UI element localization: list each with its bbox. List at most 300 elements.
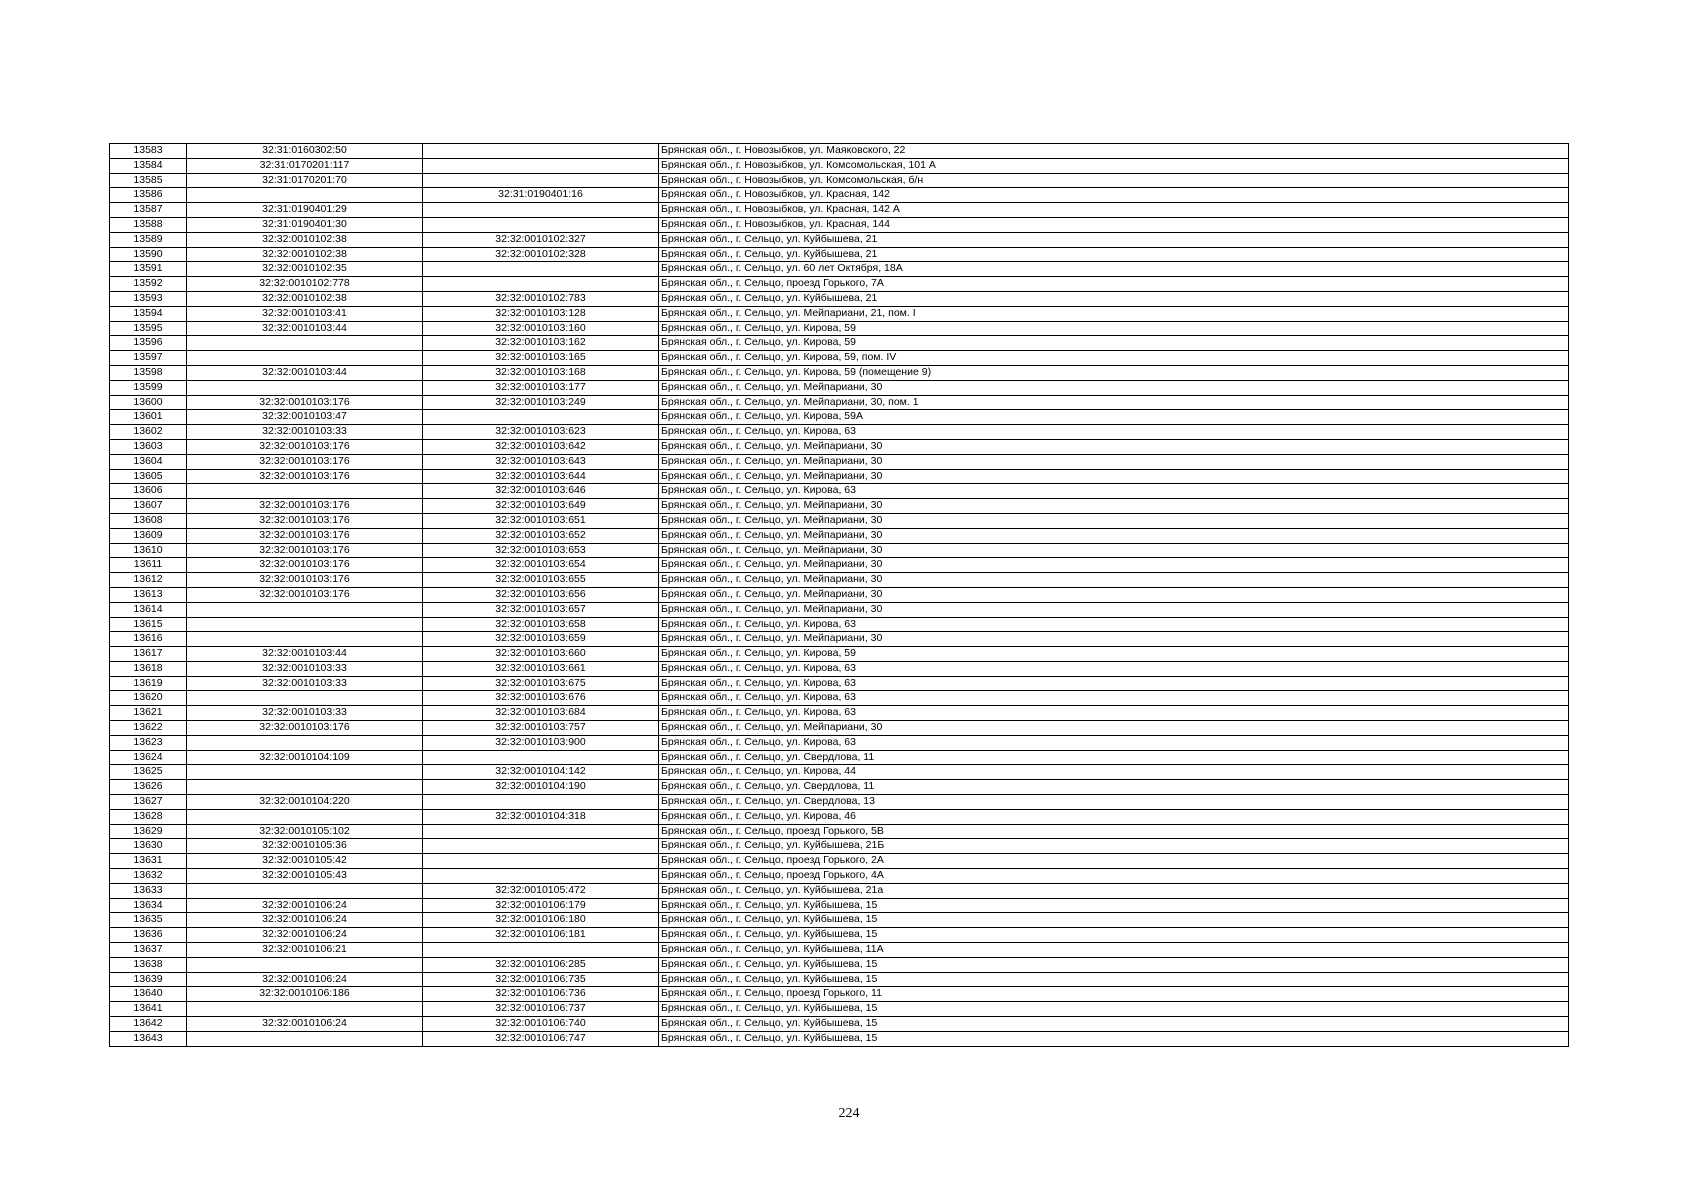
row-number-cell: 13617 [110, 647, 187, 662]
address-cell: Брянская обл., г. Сельцо, ул. Мейпариани, 30 [659, 499, 1569, 514]
row-number-cell: 13588 [110, 217, 187, 232]
row-number-cell: 13591 [110, 262, 187, 277]
object-cadastral-number-cell: 32:32:0010103:160 [423, 321, 659, 336]
object-cadastral-number-cell: 32:32:0010105:472 [423, 883, 659, 898]
land-cadastral-number-cell: 32:32:0010106:24 [187, 913, 423, 928]
land-cadastral-number-cell: 32:32:0010103:176 [187, 439, 423, 454]
table-row [110, 765, 1569, 780]
table-row [110, 824, 1569, 839]
address-cell: Брянская обл., г. Сельцо, ул. 60 лет Октября, 18А [659, 262, 1569, 277]
address-cell: Брянская обл., г. Сельцо, ул. Кирова, 59, пом. IV [659, 351, 1569, 366]
row-number-cell: 13635 [110, 913, 187, 928]
land-cadastral-number-cell: 32:32:0010105:102 [187, 824, 423, 839]
object-cadastral-number-cell: 32:32:0010103:644 [423, 469, 659, 484]
table-row [110, 144, 1569, 159]
address-cell: Брянская обл., г. Сельцо, ул. Куйбышева, 21Б [659, 839, 1569, 854]
land-cadastral-number-cell [187, 957, 423, 972]
object-cadastral-number-cell: 32:32:0010103:657 [423, 602, 659, 617]
object-cadastral-number-cell: 32:32:0010103:654 [423, 558, 659, 573]
land-cadastral-number-cell: 32:32:0010103:176 [187, 395, 423, 410]
page-number: 224 [838, 1106, 860, 1121]
row-number-cell: 13592 [110, 277, 187, 292]
object-cadastral-number-cell [423, 854, 659, 869]
address-cell: Брянская обл., г. Сельцо, ул. Мейпариани, 30 [659, 587, 1569, 602]
row-number-cell: 13608 [110, 513, 187, 528]
address-cell: Брянская обл., г. Сельцо, ул. Мейпариани, 21, пом. I [659, 306, 1569, 321]
object-cadastral-number-cell: 32:32:0010104:190 [423, 780, 659, 795]
address-cell: Брянская обл., г. Сельцо, ул. Мейпариани, 30 [659, 469, 1569, 484]
object-cadastral-number-cell [423, 750, 659, 765]
address-cell: Брянская обл., г. Сельцо, ул. Кирова, 59 [659, 336, 1569, 351]
address-cell: Брянская обл., г. Сельцо, ул. Мейпариани, 30 [659, 573, 1569, 588]
land-cadastral-number-cell [187, 735, 423, 750]
address-cell: Брянская обл., г. Сельцо, ул. Кирова, 59А [659, 410, 1569, 425]
address-cell: Брянская обл., г. Сельцо, ул. Кирова, 44 [659, 765, 1569, 780]
row-number-cell: 13633 [110, 883, 187, 898]
object-cadastral-number-cell: 32:32:0010103:165 [423, 351, 659, 366]
address-cell: Брянская обл., г. Новозыбков, ул. Комсомольская, 101 А [659, 158, 1569, 173]
land-cadastral-number-cell [187, 1002, 423, 1017]
land-cadastral-number-cell [187, 380, 423, 395]
table-row [110, 735, 1569, 750]
table-row [110, 173, 1569, 188]
object-cadastral-number-cell: 32:32:0010106:747 [423, 1031, 659, 1046]
row-number-cell: 13603 [110, 439, 187, 454]
object-cadastral-number-cell: 32:32:0010106:737 [423, 1002, 659, 1017]
table-row [110, 425, 1569, 440]
address-cell: Брянская обл., г. Сельцо, ул. Куйбышева, 21 [659, 291, 1569, 306]
address-cell: Брянская обл., г. Сельцо, ул. Кирова, 46 [659, 809, 1569, 824]
object-cadastral-number-cell [423, 203, 659, 218]
table-row [110, 188, 1569, 203]
object-cadastral-number-cell: 32:32:0010103:757 [423, 721, 659, 736]
row-number-cell: 13626 [110, 780, 187, 795]
object-cadastral-number-cell [423, 943, 659, 958]
table-row [110, 957, 1569, 972]
land-cadastral-number-cell: 32:32:0010103:176 [187, 558, 423, 573]
land-cadastral-number-cell: 32:32:0010103:33 [187, 661, 423, 676]
row-number-cell: 13616 [110, 632, 187, 647]
object-cadastral-number-cell [423, 262, 659, 277]
land-cadastral-number-cell [187, 809, 423, 824]
row-number-cell: 13639 [110, 972, 187, 987]
object-cadastral-number-cell: 32:32:0010103:656 [423, 587, 659, 602]
row-number-cell: 13602 [110, 425, 187, 440]
object-cadastral-number-cell: 32:32:0010103:168 [423, 365, 659, 380]
object-cadastral-number-cell [423, 217, 659, 232]
row-number-cell: 13642 [110, 1017, 187, 1032]
address-cell: Брянская обл., г. Сельцо, ул. Кирова, 63 [659, 735, 1569, 750]
table-row [110, 469, 1569, 484]
object-cadastral-number-cell: 32:32:0010103:659 [423, 632, 659, 647]
row-number-cell: 13604 [110, 454, 187, 469]
land-cadastral-number-cell: 32:32:0010103:176 [187, 499, 423, 514]
table-row [110, 854, 1569, 869]
object-cadastral-number-cell: 32:32:0010102:783 [423, 291, 659, 306]
object-cadastral-number-cell: 32:32:0010103:651 [423, 513, 659, 528]
object-cadastral-number-cell: 32:32:0010103:646 [423, 484, 659, 499]
address-cell: Брянская обл., г. Сельцо, ул. Мейпариани, 30 [659, 602, 1569, 617]
land-cadastral-number-cell [187, 484, 423, 499]
land-cadastral-number-cell: 32:32:0010103:44 [187, 647, 423, 662]
table-row [110, 706, 1569, 721]
land-cadastral-number-cell: 32:32:0010103:44 [187, 365, 423, 380]
object-cadastral-number-cell: 32:32:0010106:181 [423, 928, 659, 943]
land-cadastral-number-cell [187, 188, 423, 203]
land-cadastral-number-cell: 32:31:0170201:117 [187, 158, 423, 173]
address-cell: Брянская обл., г. Сельцо, ул. Кирова, 59 [659, 321, 1569, 336]
object-cadastral-number-cell: 32:32:0010103:652 [423, 528, 659, 543]
land-cadastral-number-cell: 32:32:0010105:42 [187, 854, 423, 869]
table-row [110, 321, 1569, 336]
address-cell: Брянская обл., г. Сельцо, ул. Мейпариани, 30 [659, 380, 1569, 395]
land-cadastral-number-cell: 32:32:0010103:33 [187, 706, 423, 721]
table-row [110, 306, 1569, 321]
table-row [110, 928, 1569, 943]
table-row [110, 158, 1569, 173]
row-number-cell: 13622 [110, 721, 187, 736]
object-cadastral-number-cell: 32:32:0010106:179 [423, 898, 659, 913]
object-cadastral-number-cell [423, 144, 659, 159]
row-number-cell: 13584 [110, 158, 187, 173]
land-cadastral-number-cell: 32:32:0010106:24 [187, 898, 423, 913]
table-row [110, 780, 1569, 795]
address-cell: Брянская обл., г. Сельцо, ул. Мейпариани, 30 [659, 439, 1569, 454]
row-number-cell: 13618 [110, 661, 187, 676]
object-cadastral-number-cell [423, 795, 659, 810]
row-number-cell: 13627 [110, 795, 187, 810]
land-cadastral-number-cell [187, 336, 423, 351]
address-cell: Брянская обл., г. Новозыбков, ул. Красная, 142 А [659, 203, 1569, 218]
table-row [110, 617, 1569, 632]
row-number-cell: 13624 [110, 750, 187, 765]
land-cadastral-number-cell: 32:32:0010103:176 [187, 454, 423, 469]
address-cell: Брянская обл., г. Сельцо, ул. Мейпариани, 30 [659, 543, 1569, 558]
address-cell: Брянская обл., г. Сельцо, ул. Кирова, 63 [659, 706, 1569, 721]
table-row [110, 291, 1569, 306]
object-cadastral-number-cell [423, 173, 659, 188]
table-row [110, 987, 1569, 1002]
row-number-cell: 13583 [110, 144, 187, 159]
object-cadastral-number-cell: 32:32:0010106:740 [423, 1017, 659, 1032]
address-cell: Брянская обл., г. Сельцо, ул. Мейпариани, 30 [659, 513, 1569, 528]
row-number-cell: 13632 [110, 869, 187, 884]
land-cadastral-number-cell [187, 883, 423, 898]
table-row [110, 351, 1569, 366]
address-cell: Брянская обл., г. Сельцо, ул. Куйбышева, 15 [659, 972, 1569, 987]
address-cell: Брянская обл., г. Сельцо, ул. Куйбышева, 15 [659, 913, 1569, 928]
object-cadastral-number-cell: 32:32:0010103:684 [423, 706, 659, 721]
object-cadastral-number-cell: 32:32:0010106:285 [423, 957, 659, 972]
land-cadastral-number-cell [187, 632, 423, 647]
table-row [110, 395, 1569, 410]
address-cell: Брянская обл., г. Новозыбков, ул. Комсомольская, б/н [659, 173, 1569, 188]
land-cadastral-number-cell: 32:32:0010103:176 [187, 543, 423, 558]
object-cadastral-number-cell [423, 824, 659, 839]
table-row [110, 513, 1569, 528]
object-cadastral-number-cell: 32:32:0010104:318 [423, 809, 659, 824]
address-cell: Брянская обл., г. Сельцо, проезд Горького, 11 [659, 987, 1569, 1002]
land-cadastral-number-cell: 32:32:0010103:33 [187, 676, 423, 691]
table-row [110, 247, 1569, 262]
address-cell: Брянская обл., г. Сельцо, ул. Свердлова, 11 [659, 780, 1569, 795]
object-cadastral-number-cell: 32:32:0010103:661 [423, 661, 659, 676]
address-cell: Брянская обл., г. Сельцо, ул. Куйбышева, 15 [659, 928, 1569, 943]
table-row [110, 1031, 1569, 1046]
land-cadastral-number-cell [187, 351, 423, 366]
table-row [110, 1002, 1569, 1017]
table-row [110, 365, 1569, 380]
table-row [110, 573, 1569, 588]
row-number-cell: 13640 [110, 987, 187, 1002]
object-cadastral-number-cell [423, 869, 659, 884]
table-row [110, 913, 1569, 928]
address-cell: Брянская обл., г. Новозыбков, ул. Красная, 142 [659, 188, 1569, 203]
object-cadastral-number-cell [423, 158, 659, 173]
object-cadastral-number-cell: 32:32:0010103:658 [423, 617, 659, 632]
address-cell: Брянская обл., г. Сельцо, ул. Кирова, 63 [659, 425, 1569, 440]
object-cadastral-number-cell: 32:32:0010103:643 [423, 454, 659, 469]
row-number-cell: 13585 [110, 173, 187, 188]
object-cadastral-number-cell: 32:32:0010102:327 [423, 232, 659, 247]
table-row [110, 943, 1569, 958]
address-cell: Брянская обл., г. Сельцо, ул. Куйбышева, 21 [659, 247, 1569, 262]
row-number-cell: 13634 [110, 898, 187, 913]
address-cell: Брянская обл., г. Сельцо, проезд Горького, 4А [659, 869, 1569, 884]
land-cadastral-number-cell: 32:32:0010103:41 [187, 306, 423, 321]
table-row [110, 691, 1569, 706]
table-row [110, 484, 1569, 499]
land-cadastral-number-cell: 32:32:0010106:24 [187, 972, 423, 987]
land-cadastral-number-cell: 32:32:0010106:186 [187, 987, 423, 1002]
table-row [110, 558, 1569, 573]
land-cadastral-number-cell [187, 1031, 423, 1046]
row-number-cell: 13600 [110, 395, 187, 410]
row-number-cell: 13636 [110, 928, 187, 943]
land-cadastral-number-cell: 32:31:0190401:30 [187, 217, 423, 232]
address-cell: Брянская обл., г. Сельцо, проезд Горького, 2А [659, 854, 1569, 869]
object-cadastral-number-cell: 32:32:0010103:676 [423, 691, 659, 706]
address-cell: Брянская обл., г. Сельцо, ул. Мейпариани, 30 [659, 454, 1569, 469]
table-row [110, 439, 1569, 454]
address-cell: Брянская обл., г. Сельцо, ул. Кирова, 63 [659, 617, 1569, 632]
row-number-cell: 13629 [110, 824, 187, 839]
row-number-cell: 13611 [110, 558, 187, 573]
object-cadastral-number-cell: 32:32:0010106:180 [423, 913, 659, 928]
row-number-cell: 13630 [110, 839, 187, 854]
object-cadastral-number-cell [423, 839, 659, 854]
registry-table [109, 143, 1569, 1047]
address-cell: Брянская обл., г. Сельцо, ул. Куйбышева, 15 [659, 957, 1569, 972]
object-cadastral-number-cell [423, 277, 659, 292]
table-row [110, 898, 1569, 913]
address-cell: Брянская обл., г. Сельцо, ул. Куйбышева, 21 [659, 232, 1569, 247]
row-number-cell: 13590 [110, 247, 187, 262]
row-number-cell: 13631 [110, 854, 187, 869]
row-number-cell: 13612 [110, 573, 187, 588]
object-cadastral-number-cell: 32:32:0010103:675 [423, 676, 659, 691]
table-row [110, 410, 1569, 425]
table-row [110, 262, 1569, 277]
table-row [110, 661, 1569, 676]
land-cadastral-number-cell: 32:32:0010105:36 [187, 839, 423, 854]
object-cadastral-number-cell: 32:32:0010103:660 [423, 647, 659, 662]
row-number-cell: 13598 [110, 365, 187, 380]
table-row [110, 839, 1569, 854]
address-cell: Брянская обл., г. Сельцо, ул. Куйбышева, 15 [659, 1017, 1569, 1032]
address-cell: Брянская обл., г. Сельцо, ул. Куйбышева, 21а [659, 883, 1569, 898]
object-cadastral-number-cell: 32:31:0190401:16 [423, 188, 659, 203]
table-row [110, 1017, 1569, 1032]
address-cell: Брянская обл., г. Сельцо, ул. Кирова, 63 [659, 484, 1569, 499]
object-cadastral-number-cell: 32:32:0010103:249 [423, 395, 659, 410]
table-row [110, 217, 1569, 232]
address-cell: Брянская обл., г. Новозыбков, ул. Маяковского, 22 [659, 144, 1569, 159]
object-cadastral-number-cell [423, 410, 659, 425]
object-cadastral-number-cell: 32:32:0010103:162 [423, 336, 659, 351]
land-cadastral-number-cell: 32:32:0010103:176 [187, 587, 423, 602]
land-cadastral-number-cell: 32:32:0010103:176 [187, 513, 423, 528]
address-cell: Брянская обл., г. Сельцо, ул. Куйбышева, 15 [659, 1031, 1569, 1046]
object-cadastral-number-cell: 32:32:0010103:128 [423, 306, 659, 321]
row-number-cell: 13613 [110, 587, 187, 602]
land-cadastral-number-cell [187, 780, 423, 795]
address-cell: Брянская обл., г. Сельцо, проезд Горького, 5В [659, 824, 1569, 839]
land-cadastral-number-cell: 32:31:0170201:70 [187, 173, 423, 188]
table-row [110, 454, 1569, 469]
table-row [110, 869, 1569, 884]
table-row [110, 277, 1569, 292]
row-number-cell: 13606 [110, 484, 187, 499]
row-number-cell: 13643 [110, 1031, 187, 1046]
land-cadastral-number-cell: 32:32:0010103:33 [187, 425, 423, 440]
table-row [110, 750, 1569, 765]
row-number-cell: 13596 [110, 336, 187, 351]
address-cell: Брянская обл., г. Сельцо, ул. Кирова, 63 [659, 691, 1569, 706]
row-number-cell: 13595 [110, 321, 187, 336]
land-cadastral-number-cell: 32:32:0010102:38 [187, 232, 423, 247]
row-number-cell: 13637 [110, 943, 187, 958]
address-cell: Брянская обл., г. Сельцо, ул. Куйбышева, 15 [659, 898, 1569, 913]
address-cell: Брянская обл., г. Сельцо, ул. Мейпариани, 30 [659, 528, 1569, 543]
address-cell: Брянская обл., г. Сельцо, ул. Кирова, 59 [659, 647, 1569, 662]
land-cadastral-number-cell: 32:32:0010102:35 [187, 262, 423, 277]
object-cadastral-number-cell: 32:32:0010103:623 [423, 425, 659, 440]
row-number-cell: 13601 [110, 410, 187, 425]
address-cell: Брянская обл., г. Сельцо, ул. Кирова, 63 [659, 661, 1569, 676]
address-cell: Брянская обл., г. Сельцо, ул. Свердлова, 11 [659, 750, 1569, 765]
object-cadastral-number-cell: 32:32:0010102:328 [423, 247, 659, 262]
table-row [110, 676, 1569, 691]
land-cadastral-number-cell: 32:32:0010105:43 [187, 869, 423, 884]
land-cadastral-number-cell [187, 691, 423, 706]
table-row [110, 795, 1569, 810]
row-number-cell: 13625 [110, 765, 187, 780]
row-number-cell: 13621 [110, 706, 187, 721]
object-cadastral-number-cell: 32:32:0010104:142 [423, 765, 659, 780]
row-number-cell: 13615 [110, 617, 187, 632]
row-number-cell: 13619 [110, 676, 187, 691]
address-cell: Брянская обл., г. Сельцо, ул. Мейпариани, 30 [659, 632, 1569, 647]
land-cadastral-number-cell [187, 617, 423, 632]
land-cadastral-number-cell: 32:32:0010106:24 [187, 928, 423, 943]
row-number-cell: 13597 [110, 351, 187, 366]
land-cadastral-number-cell: 32:32:0010104:109 [187, 750, 423, 765]
land-cadastral-number-cell: 32:32:0010106:24 [187, 1017, 423, 1032]
object-cadastral-number-cell: 32:32:0010103:649 [423, 499, 659, 514]
table-row [110, 543, 1569, 558]
row-number-cell: 13609 [110, 528, 187, 543]
row-number-cell: 13593 [110, 291, 187, 306]
object-cadastral-number-cell: 32:32:0010103:655 [423, 573, 659, 588]
table-row [110, 883, 1569, 898]
object-cadastral-number-cell: 32:32:0010106:735 [423, 972, 659, 987]
row-number-cell: 13607 [110, 499, 187, 514]
object-cadastral-number-cell: 32:32:0010103:177 [423, 380, 659, 395]
land-cadastral-number-cell: 32:32:0010103:176 [187, 721, 423, 736]
object-cadastral-number-cell: 32:32:0010103:653 [423, 543, 659, 558]
land-cadastral-number-cell: 32:32:0010103:176 [187, 469, 423, 484]
land-cadastral-number-cell: 32:32:0010103:176 [187, 573, 423, 588]
object-cadastral-number-cell: 32:32:0010106:736 [423, 987, 659, 1002]
table-row [110, 972, 1569, 987]
row-number-cell: 13614 [110, 602, 187, 617]
land-cadastral-number-cell: 32:32:0010103:44 [187, 321, 423, 336]
table-row [110, 528, 1569, 543]
address-cell: Брянская обл., г. Сельцо, проезд Горького, 7А [659, 277, 1569, 292]
table-row [110, 587, 1569, 602]
land-cadastral-number-cell: 32:32:0010102:38 [187, 247, 423, 262]
land-cadastral-number-cell: 32:32:0010102:38 [187, 291, 423, 306]
land-cadastral-number-cell: 32:32:0010102:778 [187, 277, 423, 292]
table-row [110, 203, 1569, 218]
table-row [110, 232, 1569, 247]
table-row [110, 336, 1569, 351]
row-number-cell: 13586 [110, 188, 187, 203]
table-row [110, 380, 1569, 395]
row-number-cell: 13620 [110, 691, 187, 706]
address-cell: Брянская обл., г. Сельцо, ул. Кирова, 59 (помещение 9) [659, 365, 1569, 380]
land-cadastral-number-cell: 32:32:0010106:21 [187, 943, 423, 958]
table-row [110, 499, 1569, 514]
land-cadastral-number-cell: 32:31:0160302:50 [187, 144, 423, 159]
address-cell: Брянская обл., г. Сельцо, ул. Кирова, 63 [659, 676, 1569, 691]
table-row [110, 809, 1569, 824]
object-cadastral-number-cell: 32:32:0010103:642 [423, 439, 659, 454]
land-cadastral-number-cell: 32:32:0010103:47 [187, 410, 423, 425]
row-number-cell: 13605 [110, 469, 187, 484]
row-number-cell: 13587 [110, 203, 187, 218]
table-row [110, 632, 1569, 647]
address-cell: Брянская обл., г. Новозыбков, ул. Красная, 144 [659, 217, 1569, 232]
address-cell: Брянская обл., г. Сельцо, ул. Мейпариани, 30, пом. 1 [659, 395, 1569, 410]
row-number-cell: 13594 [110, 306, 187, 321]
row-number-cell: 13641 [110, 1002, 187, 1017]
row-number-cell: 13623 [110, 735, 187, 750]
registry-table-body [110, 144, 1569, 1047]
row-number-cell: 13628 [110, 809, 187, 824]
land-cadastral-number-cell [187, 602, 423, 617]
address-cell: Брянская обл., г. Сельцо, ул. Куйбышева, 11А [659, 943, 1569, 958]
address-cell: Брянская обл., г. Сельцо, ул. Мейпариани, 30 [659, 721, 1569, 736]
row-number-cell: 13589 [110, 232, 187, 247]
land-cadastral-number-cell: 32:31:0190401:29 [187, 203, 423, 218]
land-cadastral-number-cell: 32:32:0010103:176 [187, 528, 423, 543]
land-cadastral-number-cell: 32:32:0010104:220 [187, 795, 423, 810]
row-number-cell: 13638 [110, 957, 187, 972]
table-row [110, 647, 1569, 662]
row-number-cell: 13610 [110, 543, 187, 558]
